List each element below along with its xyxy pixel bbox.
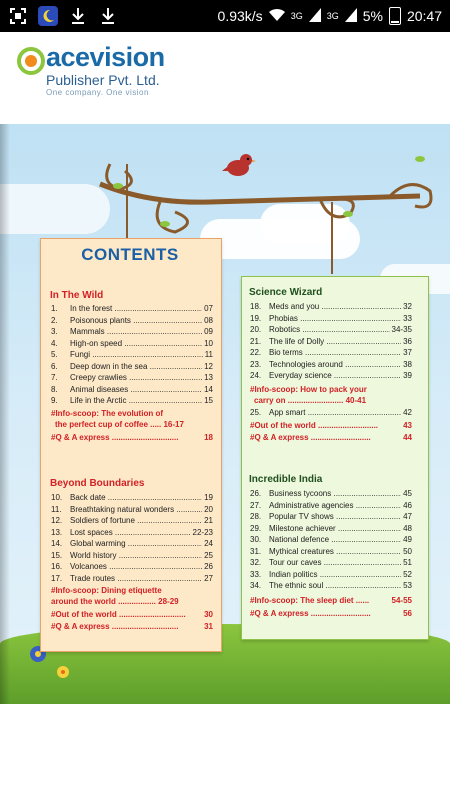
toc-title: Global warming ..... [70,538,202,550]
toc-title: Milestone achiever ..... [269,523,401,535]
out-science: #Out of the world ........................... 43 [250,421,412,430]
qa-beyond: #Q & A express .............................. 31 [51,622,213,631]
toc-page: 42 [403,408,412,417]
toc-page: 08 [204,315,213,325]
toc-title: National defence ..... [269,534,401,546]
toc-num: 33. [250,569,262,579]
toc-page: 25 [204,550,213,560]
info-scoop-beyond-page: 28-29 [158,597,179,606]
toc-title: Lost spaces ..... [70,527,191,539]
toc-num: 6. [51,361,58,371]
toc-row[interactable] [51,349,213,361]
toc-num: 32. [250,558,262,567]
qa-wild: #Q & A express .............................. 18 [51,433,213,442]
section-title-beyond: Beyond Boundaries [50,478,145,489]
clock: 20:47 [406,8,442,24]
toc-num: 18. [250,302,262,311]
info-scoop-science-page: 40-41 [345,396,367,405]
toc-page: 52 [403,569,412,579]
toc-title: Animal diseases ..... [70,384,202,396]
toc-num: 15. [51,550,63,560]
toc-page: 11 [204,350,213,359]
toc-num: 20. [250,325,262,334]
toc-row[interactable] [51,326,213,338]
toc-row[interactable] [51,492,213,504]
download-icon-2 [98,6,118,26]
toc-title: In the forest ..... [70,303,202,315]
toc-page: 26 [204,562,213,571]
battery-icon [389,7,401,25]
toc-num: 23. [250,359,262,369]
toc-page: 15 [204,396,213,405]
toc-row[interactable] [250,324,412,336]
toc-page: 51 [403,558,412,567]
toc-row[interactable] [51,538,213,550]
toc-num: 1. [51,304,58,313]
toc-title: Life in the Arctic ..... [70,395,202,407]
toc-num: 16. [51,562,63,571]
toc-row[interactable] [51,504,213,516]
toc-page: 32 [403,302,412,311]
toc-page: 12 [204,361,213,371]
toc-num: 14. [51,539,63,548]
toc-page: 53 [403,581,412,590]
toc-title: High-on speed ..... [70,338,202,350]
toc-num: 31. [250,546,262,556]
toc-num: 12. [51,516,63,525]
toc-page: 22-23 [192,527,213,537]
info-scoop-science-line2: carry on [254,396,286,405]
toc-num: 8. [51,384,58,394]
toc-title: Business tycoons ..... [269,488,401,500]
info-scoop-science: #Info-scoop: How to pack your carry on ......................... 40-41 [250,384,412,406]
toc-list-wild [51,303,213,407]
toc-title: Technologies around ..... [269,359,401,371]
toc-num: 5. [51,350,58,359]
section-title-india: Incredible India [249,474,323,485]
toc-row[interactable] [51,561,213,573]
toc-title: The life of Dolly ..... [269,336,401,348]
toc-page: 48 [403,523,412,533]
qa-beyond-page: 31 [204,622,213,631]
network-type-1: 3G [290,11,303,21]
toc-title: Breathtaking natural wonders ..... [70,504,202,516]
toc-row[interactable] [51,361,213,373]
toc-row[interactable] [51,527,213,539]
logo-subtitle: Publisher Pvt. Ltd. [46,72,160,88]
signal-icon [309,8,321,25]
qa-india: #Q & A express ........................... 56 [250,609,412,618]
toc-row[interactable] [250,347,412,359]
toc-num: 2. [51,315,58,325]
info-scoop-wild: #Info-scoop: The evolution of the perfect cup of coffee ..... 16-17 [51,408,213,430]
toc-page: 20 [204,504,213,514]
toc-title: Administrative agencies ..... [269,500,401,512]
toc-title: Back date ..... [70,492,202,504]
info-scoop-wild-line1: #Info-scoop: The evolution of [51,409,163,418]
download-icon [68,6,88,26]
toc-page: 49 [403,535,412,544]
out-beyond: #Out of the world .............................. 30 [51,610,213,619]
toc-row[interactable] [51,338,213,350]
publisher-header [0,32,450,120]
toc-row[interactable] [250,359,412,371]
toc-title: Everyday science ..... [269,370,401,382]
toc-num: 24. [250,371,262,380]
toc-row[interactable] [51,303,213,315]
wifi-icon [269,8,285,25]
info-scoop-wild-page: 16-17 [163,420,184,429]
toc-page: 34-35 [391,325,412,334]
screenshot-icon [8,6,28,26]
toc-list-beyond [51,492,213,584]
section-title-science: Science Wizard [249,287,323,298]
toc-row[interactable] [250,407,412,419]
toc-title: Indian politics ..... [269,569,401,581]
toc-title: Tour our caves ..... [269,557,401,569]
toc-page: 50 [403,546,412,556]
toc-num: 28. [250,512,262,521]
toc-title: Mammals ..... [70,326,202,338]
toc-row[interactable] [51,573,213,585]
toc-page: 33 [403,313,412,323]
toc-num: 9. [51,396,58,405]
toc-title: Creepy crawlies ..... [70,372,202,384]
info-scoop-wild-line2: the perfect cup of coffee [55,420,148,429]
toc-row[interactable] [51,315,213,327]
toc-title: Popular TV shows ..... [269,511,401,523]
info-scoop-india-page: 54-55 [391,596,412,605]
toc-title: Poisonous plants ..... [70,315,202,327]
network-type-2: 3G [326,11,339,21]
toc-page: 45 [403,489,412,498]
toc-row[interactable] [250,488,412,500]
toc-title: App smart ..... [269,407,401,419]
network-speed: 0.93k/s [217,8,263,24]
info-scoop-beyond-line1: #Info-scoop: Dining etiquette [51,586,162,595]
info-scoop-science-line1: #Info-scoop: How to pack your [250,385,367,394]
logo-tagline: One company. One vision [46,88,149,97]
toc-num: 7. [51,373,58,382]
acevision-logo-icon [16,46,46,76]
toc-page: 13 [204,373,213,382]
rope [126,164,128,238]
toc-page: 36 [403,336,412,346]
toc-title: Bio terms ..... [269,347,401,359]
qa-beyond-label: #Q & A express [51,622,110,631]
toc-row[interactable] [250,546,412,558]
toc-num: 22. [250,348,262,357]
toc-page: 46 [403,500,412,510]
toc-page: 37 [403,348,412,357]
toc-list-science [250,301,412,382]
toc-num: 19. [250,313,262,323]
toc-item-25 [250,407,412,419]
bird-icon [222,150,256,180]
out-science-label: #Out of the world [250,421,316,430]
toc-row[interactable] [250,523,412,535]
toc-row[interactable] [51,515,213,527]
toc-row[interactable] [250,569,412,581]
logo-name: acevision [46,42,165,72]
signal-icon-2 [345,8,357,25]
toc-row[interactable] [250,580,412,592]
out-beyond-label: #Out of the world [51,610,117,619]
toc-row[interactable] [250,370,412,382]
toc-page: 19 [204,493,213,502]
toc-num: 30. [250,535,262,544]
toc-title: Fungi ..... [70,349,203,361]
toc-num: 21. [250,336,262,346]
toc-row[interactable] [51,384,213,396]
rope [331,202,333,274]
toc-title: Phobias ..... [269,313,401,325]
qa-wild-page: 18 [204,433,213,442]
toc-row[interactable] [250,511,412,523]
info-scoop-india-label: #Info-scoop: The sleep diet [250,596,354,605]
toc-title: Meds and you ..... [269,301,401,313]
toc-page: 24 [204,539,213,548]
toc-num: 4. [51,338,58,348]
toc-title: Robotics ..... [269,324,390,336]
section-title-wild: In The Wild [50,290,104,301]
toc-row[interactable] [51,550,213,562]
toc-num: 27. [250,500,262,510]
toc-num: 10. [51,493,63,502]
contents-title: CONTENTS [81,245,179,264]
toc-row[interactable] [51,395,213,407]
toc-num: 17. [51,573,63,583]
battery-percent: 5% [362,8,383,24]
toc-title: The ethnic soul ..... [269,580,401,592]
toc-page: 07 [204,304,213,313]
toc-page: 38 [403,359,412,369]
status-bar [0,0,450,32]
toc-row[interactable] [250,534,412,546]
qa-india-label: #Q & A express [250,609,309,618]
toc-row[interactable] [250,301,412,313]
toc-title: World history ..... [70,550,202,562]
page-edge-shadow [0,124,10,704]
info-scoop-beyond: #Info-scoop: Dining etiquette around the world ................. 28-29 [51,585,213,607]
toc-row[interactable] [250,557,412,569]
toc-page: 09 [204,327,213,336]
info-scoop-beyond-line2: around the world [51,597,116,606]
moon-app-icon [38,6,58,26]
toc-page: 14 [204,384,213,394]
toc-list-india [250,488,412,592]
toc-title: Mythical creatures ..... [269,546,401,558]
toc-title: Soldiers of fortune ..... [70,515,202,527]
toc-page: 27 [204,573,213,583]
toc-row[interactable] [250,313,412,325]
out-beyond-page: 30 [204,610,213,619]
toc-num: 26. [250,489,262,498]
toc-num: 29. [250,523,262,533]
toc-title: Trade routes ..... [70,573,202,585]
toc-row[interactable] [250,500,412,512]
qa-india-page: 56 [403,609,412,618]
toc-page: 21 [204,516,213,525]
toc-num: 13. [51,527,63,537]
toc-row[interactable] [51,372,213,384]
qa-wild-label: #Q & A express [51,433,110,442]
info-scoop-india: #Info-scoop: The sleep diet ...... 54-55 [250,596,412,605]
toc-title: Volcanoes ..... [70,561,202,573]
toc-page: 47 [403,512,412,521]
toc-title: Deep down in the sea ..... [70,361,202,373]
toc-num: 25. [250,408,262,417]
toc-row[interactable] [250,336,412,348]
qa-science-label: #Q & A express [250,433,309,442]
toc-num: 34. [250,581,262,590]
toc-num: 11. [51,504,62,514]
out-science-page: 43 [403,421,412,430]
toc-num: 3. [51,327,58,336]
toc-page: 10 [204,338,213,348]
toc-page: 39 [403,371,412,380]
qa-science-page: 44 [403,433,412,442]
qa-science: #Q & A express ........................... 44 [250,433,412,442]
